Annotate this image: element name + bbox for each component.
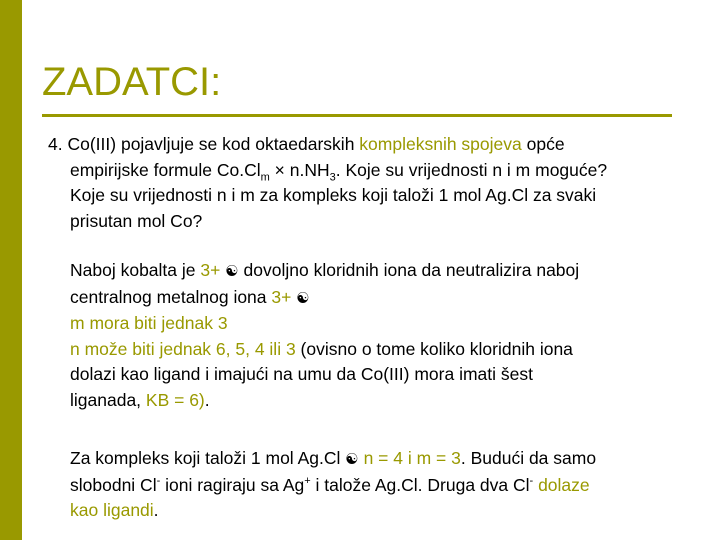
answer-text: slobodni Cl [70,474,157,495]
highlight-term: kompleksnih spojeva [359,134,522,154]
highlight-term: dolaze [533,474,590,495]
answer-text: i talože Ag.Cl. Druga dva Cl [310,474,530,495]
answer1-line-5: dolazi kao ligand i imajući na umu da Co(III) mora imati šest [70,364,533,384]
answer-text: . [204,389,210,410]
question-text: . Koje su vrijednosti n i m moguće? [335,159,608,180]
highlight-term: n = 4 i m = 3 [363,448,461,468]
superscript: + [304,474,311,487]
answer-block-2 [70,446,596,524]
answer-text: centralnog metalnog iona [70,286,272,307]
question-text: Co(III) pojavljuje se kod oktaedarskih [67,134,360,154]
answer-text: (ovisno o tome koliko kloridnih iona [295,338,573,359]
yin-yang-icon: ☯ [345,450,359,468]
question-line-3: Koje su vrijednosti n i m za kompleks koji taloži 1 mol Ag.Cl za svaki [70,185,597,205]
answer-text: dovoljno kloridnih iona da neutralizira naboj [238,260,580,280]
side-accent-bar [0,0,22,540]
question-line-1 [48,132,607,158]
question-text: empirijske formule Co.Cl [70,159,261,180]
question-number: 4. [48,134,63,154]
answer2-line-3 [70,498,596,524]
superscript: - [529,474,534,487]
answer2-line-2 [70,473,596,499]
question-line-2 [48,158,607,184]
answer-text: . Budući da samo [460,448,597,468]
answer-text: Naboj kobalta je [70,260,201,280]
answer1-line-4 [70,337,579,363]
highlight-term: KB = 6) [145,389,205,410]
answer-text: . [153,500,159,520]
highlight-term: n može biti jednak 6, 5, 4 ili 3 [70,338,296,359]
yin-yang-icon: ☯ [296,288,310,307]
question-text: opće [521,134,565,154]
answer2-line-1 [70,446,596,473]
question-block [48,132,607,234]
question-line-4: prisutan mol Co? [70,210,203,231]
subscript: 3 [329,171,336,183]
answer-block-1 [70,258,579,413]
highlight-term: 3+ [271,286,292,307]
question-text: × n.NH [269,159,330,180]
title-underline [42,114,672,117]
superscript: - [156,474,161,487]
highlight-term: 3+ [200,260,221,280]
highlight-term: kao ligandi [70,500,154,520]
answer1-line-6 [70,388,579,414]
answer1-line-2 [70,285,579,312]
answer1-line-1 [70,258,579,285]
answer-text: ioni ragiraju sa Ag [160,474,305,495]
subscript: m [260,171,270,183]
answer1-line-3: m mora biti jednak 3 [70,313,228,333]
slide-title: ZADATCI: [42,60,222,104]
answer-text: liganada, [70,389,146,410]
yin-yang-icon: ☯ [225,262,239,280]
answer-text: Za kompleks koji taloži 1 mol Ag.Cl [70,448,346,468]
